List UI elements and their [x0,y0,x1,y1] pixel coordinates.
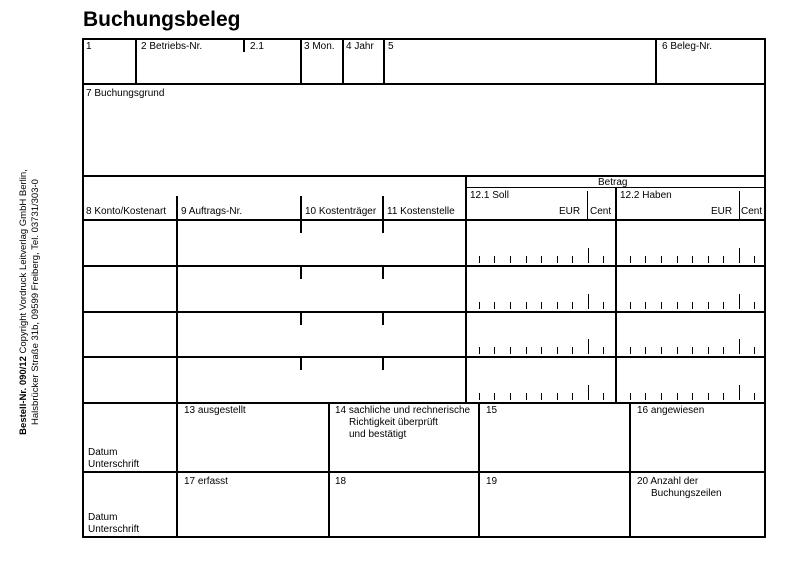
row-1-soll-amount-input[interactable] [469,223,613,261]
betriebs-nr-input[interactable] [139,54,297,81]
betrag-header: Betrag [598,177,628,188]
haben-eur-header: EUR [711,206,733,217]
divider-signature [82,471,766,473]
divider-header [82,83,766,85]
field-19-label: 19 [486,476,498,487]
buchungsgrund-label: 7 Buchungsgrund [86,88,165,99]
row-2-soll-amount-input[interactable] [469,269,613,307]
row-1-haben-amount-input[interactable] [619,223,764,261]
unterschrift-label-2: Unterschrift [88,524,140,535]
richtigkeit-label-line1: 14 sachliche und rechnerische [335,405,471,416]
row-2-kostenstelle-input[interactable] [386,269,463,307]
kostenstelle-header: 11 Kostenstelle [387,206,455,217]
form-title: Buchungsbeleg [83,8,241,31]
field-15-input[interactable] [482,420,627,470]
header-divider-4 [342,38,344,83]
row-1-kostenstelle-input[interactable] [386,223,463,261]
soll-header: 12.1 Soll [470,190,509,201]
year-label: 4 Jahr [346,41,374,52]
ausgestellt-signature[interactable] [180,440,326,470]
col-divider-haben [615,187,617,402]
month-label: 3 Mon. [304,41,335,52]
publisher-address: Halsbrücker Straße 31b, 09599 Freiberg, Tel. 03731/303-0 [30,179,41,425]
sig-divider-3 [478,402,480,538]
field-5-label: 5 [388,41,394,52]
richtigkeit-label-line2: Richtigkeit überprüft [349,417,438,428]
row-3-konto-input[interactable] [86,315,174,353]
month-input[interactable] [304,54,340,81]
erfasst-label: 17 erfasst [184,476,228,487]
sig-divider-1 [176,402,178,538]
soll-eur-header: EUR [559,206,581,217]
field-15-label: 15 [486,405,498,416]
unterschrift-label-1: Unterschrift [88,459,140,470]
soll-cent-header: Cent [590,206,612,217]
col-divider-kostentraeger [300,196,302,219]
kostentraeger-header: 10 Kostenträger [305,206,377,217]
field-1-input[interactable] [86,54,133,81]
row-4-konto-input[interactable] [86,360,174,398]
ausgestellt-label: 13 ausgestellt [184,405,246,416]
datum-label-2: Datum [88,512,118,523]
col-divider-soll [465,175,467,402]
header-divider-6 [655,38,657,83]
divider-column-header [82,219,766,221]
divider-row-4 [82,402,766,404]
divider-row-2 [82,311,766,313]
header-divider-2-1 [243,38,245,52]
richtigkeit-signature[interactable] [332,442,476,470]
auftrag-header: 9 Auftrags-Nr. [181,206,243,217]
anzahl-label-line1: 20 Anzahl der [637,476,699,487]
row-3-soll-amount-input[interactable] [469,315,613,353]
divider-buchungsgrund [82,175,766,177]
datum-label-1: Datum [88,447,118,458]
col-divider-auftrag [176,196,178,402]
betriebs-nr-label: 2 Betriebs-Nr. [141,41,203,52]
col-divider-haben-cent [739,191,740,219]
col-divider-kostenstelle [382,196,384,219]
header-divider-3 [300,38,302,83]
row-4-kostenstelle-input[interactable] [386,360,463,398]
anzahl-label-line2: Buchungszeilen [651,488,722,499]
row-4-soll-amount-input[interactable] [469,360,613,398]
row-3-kostenstelle-input[interactable] [386,315,463,353]
angewiesen-signature[interactable] [633,420,763,470]
sig-divider-4 [629,402,631,538]
beleg-nr-input[interactable] [659,54,763,81]
row-2-haben-amount-input[interactable] [619,269,764,307]
row-2-konto-input[interactable] [86,269,174,307]
row-1-konto-input[interactable] [86,223,174,261]
copyright-sidebar [18,92,42,512]
sig-divider-2 [328,402,330,538]
copyright-text: Copyright Vordruck Leitverlag GmbH Berlin, [18,169,29,357]
order-number: Bestell-Nr. 090/12 [18,356,29,435]
divider-row-3 [82,356,766,358]
angewiesen-label: 16 angewiesen [637,405,705,416]
field-2-1-label: 2.1 [250,41,264,52]
konto-header: 8 Konto/Kostenart [86,206,167,217]
beleg-nr-label: 6 Beleg-Nr. [662,41,713,52]
year-input[interactable] [346,54,381,81]
divider-row-1 [82,265,766,267]
header-divider-5 [383,38,385,83]
field-18-input[interactable] [332,492,476,536]
field-1-label: 1 [86,41,92,52]
field-5-input[interactable] [388,54,653,81]
col-divider-soll-cent [587,191,588,219]
haben-cent-header: Cent [741,206,763,217]
haben-header: 12.2 Haben [620,190,672,201]
buchungsgrund-input[interactable] [86,102,762,172]
anzahl-buchungszeilen-input[interactable] [633,504,763,536]
field-19-input[interactable] [482,492,627,536]
erfasst-signature[interactable] [180,492,326,536]
row-4-haben-amount-input[interactable] [619,360,764,398]
richtigkeit-label-line3: und bestätigt [349,429,407,440]
row-3-haben-amount-input[interactable] [619,315,764,353]
field-18-label: 18 [335,476,347,487]
header-divider-1 [135,38,137,83]
